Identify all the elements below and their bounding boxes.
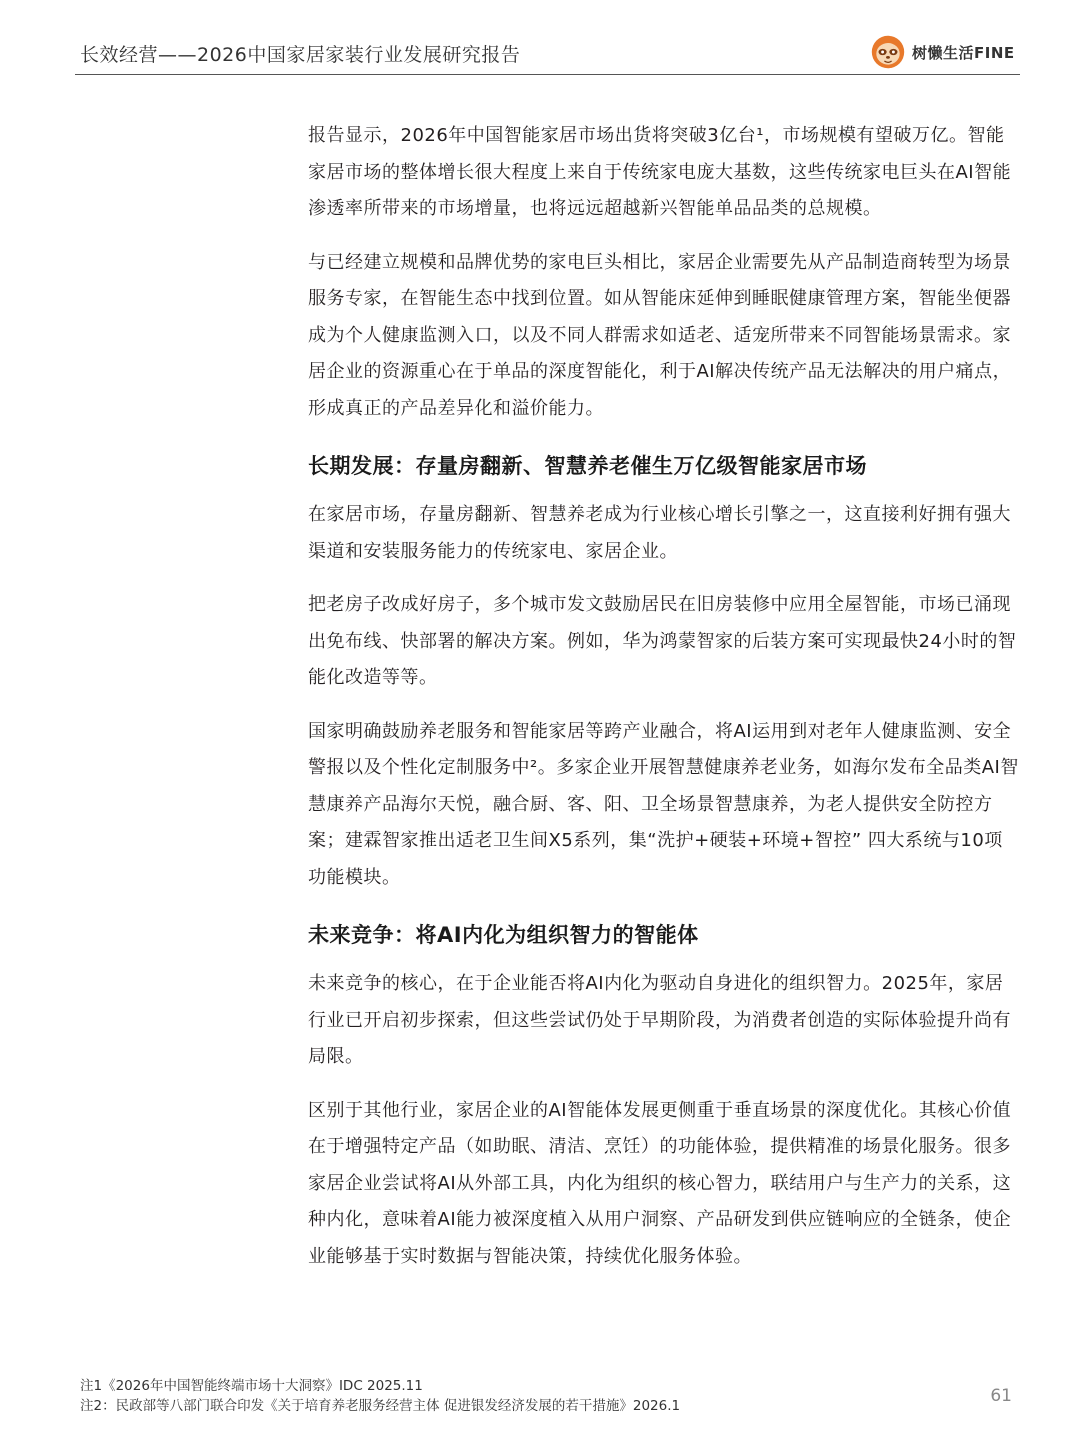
header-divider <box>75 74 1020 75</box>
header-title: 长效经营——2026中国家居家装行业发展研究报告 <box>80 44 521 66</box>
paragraph-ai-agent: 区别于其他行业，家居企业的AI智能体发展更侧重于垂直场景的深度优化。其核心价值在于增强特定产品（如助眠、清洁、烹饪）的功能体验，提供精准的场景化服务。很多家居企业尝试将AI从外部工具，内化为组织的核心智力，联结用户与生产力的关系，这种内化，意味着AI能力被深度植入从用户洞察、产品研发到供应链响应的全链条，使企业能够基于实时数据与智能决策，持续优化服务体验。 <box>308 1099 1012 1267</box>
paragraph-smart-elderly-care: 国家明确鼓励养老服务和智能家居等跨产业融合，将AI运用到对老年人健康监测、安全警报以及个性化定制服务中²。多家企业开展智慧健康养老业务，如海尔发布全品类AI智慧康养产品海尔天悦，融合厨、客、阳、卫全场景智慧康养，为老人提供安全防控方案；建霖智家推出适老卫生间X5系列，集“洗护+硬装+环境+智控” 四大系统与10项功能模块。 <box>308 720 1019 888</box>
section-heading-future-competition: 未来竞争：将AI内化为组织智力的智能体 <box>308 923 699 947</box>
sloth-face-icon <box>870 34 906 70</box>
page-number: 61 <box>990 1386 1012 1406</box>
brand-name: 树懒生活FINE <box>912 43 1015 62</box>
paragraph-stock-housing: 在家居市场，存量房翻新、智慧养老成为行业核心增长引擎之一，这直接利好拥有强大渠道和安装服务能力的传统家电、家居企业。 <box>308 504 1011 562</box>
paragraph-home-enterprise-transition: 与已经建立规模和品牌优势的家电巨头相比，家居企业需要先从产品制造商转型为场景服务专家，在智能生态中找到位置。如从智能床延伸到睡眠健康管理方案，智能坐便器成为个人健康监测入口，以及不同人群需求如适老、适宠所带来不同智能场景需求。家居企业的资源重心在于单品的深度智能化，利于AI解决传统产品无法解决的用户痛点，形成真正的产品差异化和溢价能力。 <box>308 251 1012 419</box>
main-content <box>308 118 1020 1292</box>
brand-logo <box>870 32 1015 72</box>
footnotes <box>80 1376 960 1416</box>
paragraph-core-competition: 未来竞争的核心，在于企业能否将AI内化为驱动自身进化的组织智力。2025年，家居行业已开启初步探索，但这些尝试仍处于早期阶段，为消费者创造的实际体验提升尚有局限。 <box>308 973 1011 1067</box>
footnote-2: 注2：民政部等八部门联合印发《关于培育养老服务经营主体 促进银发经济发展的若干措施》2026.1 <box>80 1398 681 1414</box>
paragraph-old-house-renovation: 把老房子改成好房子，多个城市发文鼓励居民在旧房装修中应用全屋智能，市场已涌现出免布线、快部署的解决方案。例如，华为鸿蒙智家的后装方案可实现最快24小时的智能化改造等等。 <box>308 594 1017 688</box>
section-heading-long-term: 长期发展：存量房翻新、智慧养老催生万亿级智能家居市场 <box>308 454 867 478</box>
paragraph-market-shipments: 报告显示，2026年中国智能家居市场出货将突破3亿台¹，市场规模有望破万亿。智能家居市场的整体增长很大程度上来自于传统家电庞大基数，这些传统家电巨头在AI智能渗透率所带来的市场增量，也将远远超越新兴智能单品品类的总规模。 <box>308 125 1012 219</box>
footnote-1: 注1《2026年中国智能终端市场十大洞察》IDC 2025.11 <box>80 1378 423 1394</box>
